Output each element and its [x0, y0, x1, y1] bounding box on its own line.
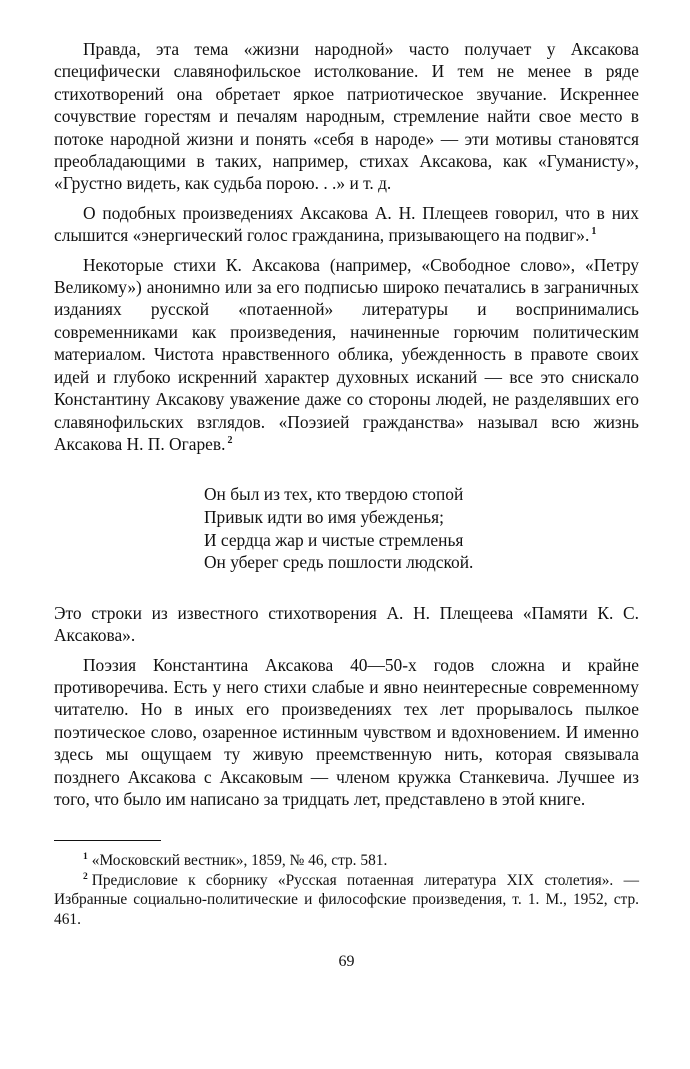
page-number: 69 — [338, 952, 355, 970]
poem-line: Привык идти во имя убежденья; — [204, 506, 444, 527]
footnote-reference[interactable]: 2 — [227, 435, 233, 447]
paragraph — [54, 654, 639, 811]
footnote-number: 2 — [83, 871, 88, 882]
paragraph-text: О подобных произведениях Аксакова А. Н. Плещеев говорил, что в них слышится «энергический голос гражданина, призывающего на подвиг». — [54, 202, 639, 246]
footnote-divider — [54, 840, 161, 841]
poem-line: И сердца жар и чистые стремленья — [204, 529, 464, 550]
footnote-text: Предисловие к сборнику «Русская потаенная литература XIX столетия». — Избранные социально-политические и философские произведения, т. 1. М., 1952, стр. 461. — [54, 871, 639, 928]
poem-quote — [204, 483, 639, 573]
paragraph — [54, 602, 639, 647]
paragraph — [54, 254, 639, 456]
paragraph-text: Это строки из известного стихотворения А. Н. Плещеева «Памяти К. С. Аксакова». — [54, 602, 639, 646]
footnote — [54, 851, 639, 870]
footnote-text: «Московский вестник», 1859, № 46, стр. 581. — [91, 852, 388, 870]
poem-line: Он был из тех, кто твердою стопой — [204, 484, 464, 505]
footnote-number: 1 — [83, 852, 88, 863]
footnote-reference[interactable]: 1 — [591, 226, 597, 238]
footnote — [54, 871, 639, 929]
paragraph-text: Правда, эта тема «жизни народной» часто получает у Аксакова специфически славянофильское истолкование. И тем не менее в ряде стихотворений она обретает яркое патриотическое звучание. Искреннее сочувствие горестям и печалям народным, стремление найти свое место в потоке народной жизни и понять «себя в народе» — эти мотивы становятся преобладающими в таких, например, стихах Аксакова, как «Гуманисту», «Грустно видеть, как судьба порою. . .» и т. д. — [54, 39, 639, 194]
paragraph-text: Некоторые стихи К. Аксакова (например, «Свободное слово», «Петру Великому») анонимно или за его подписью широко печатались в заграничных изданиях русской «потаенной» литературы и воспринимались современниками как произведения, начиненные горючим политическим материалом. Чистота нравственного облика, убежденность в правоте своих идей и глубоко искренний характер духовных исканий — все это снискало Константину Аксакову уважение даже со стороны людей, не разделявших его славянофильских взглядов. «Поэзией гражданства» называл всю жизнь Аксакова Н. П. Огарев. — [54, 254, 639, 454]
paragraph-text: Поэзия Константина Аксакова 40—50-х годов сложна и крайне противоречива. Есть у него стихи слабые и явно неинтересные современному читателю. Но в иных его произведениях тех лет прорывалось пылкое поэтическое слово, озаренное истинным чувством и вдохновением. И именно здесь мы ощущаем ту живую преемственную нить, которая связывала позднего Аксакова с Аксаковым — членом кружка Станкевича. Лучшее из того, что было им написано за тридцать лет, представлено в этой книге. — [54, 654, 639, 809]
paragraph — [54, 38, 639, 195]
paragraph — [54, 202, 639, 247]
poem-line: Он уберег средь пошлости людской. — [204, 552, 474, 573]
book-page — [54, 38, 639, 972]
